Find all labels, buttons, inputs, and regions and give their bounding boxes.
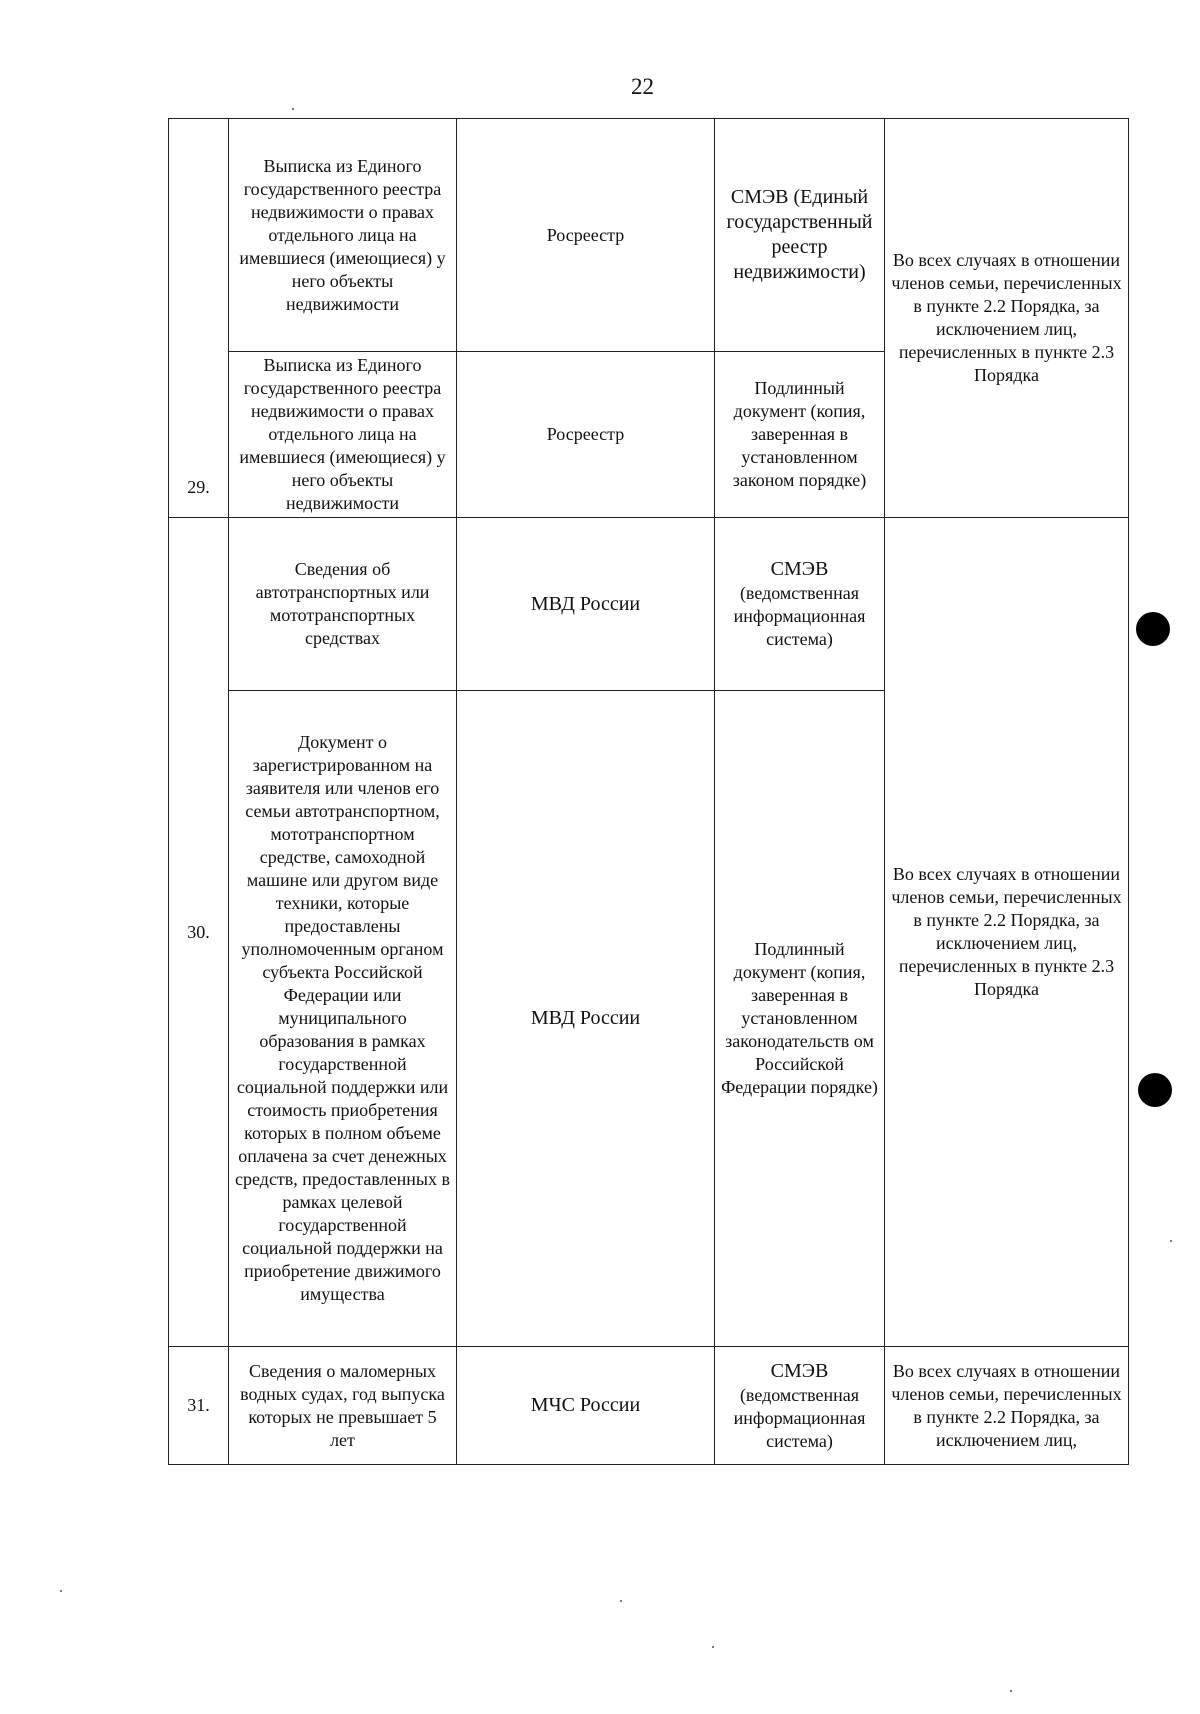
row-number: 31. (169, 1347, 229, 1465)
documents-table (168, 118, 1129, 1465)
scan-speck (60, 1590, 62, 1592)
authority-text: МЧС России (530, 1394, 641, 1416)
source-main-text: СМЭВ (770, 1359, 829, 1382)
document-name-cell: Выписка из Единого государственного реестра недвижимости о правах отдельного лица на имевшиеся (имеющиеся) у него объекты недвижимости (229, 352, 457, 518)
cases-cell: Во всех случаях в отношении членов семьи, перечисленных в пункте 2.2 Порядка, за исключением лиц, перечисленных в пункте 2.3 Порядка (885, 119, 1129, 518)
document-name-cell: Сведения о маломерных водных судах, год выпуска которых не превышает 5 лет (229, 1347, 457, 1465)
row-number: 30. (169, 518, 229, 1347)
source-cell (715, 518, 885, 691)
source-cell: Подлинный документ (копия, заверенная в установленном законодательств ом Российской Федерации порядке) (715, 691, 885, 1347)
punch-hole-mark (1138, 1073, 1172, 1107)
source-cell (715, 119, 885, 352)
source-text: СМЭВ (Единый государственный реестр недвижимости) (726, 186, 873, 283)
authority-cell (457, 518, 715, 691)
scan-speck (1170, 1240, 1172, 1242)
page-number: 22 (631, 74, 654, 99)
scan-speck (292, 108, 294, 110)
punch-hole-mark (1136, 612, 1170, 646)
document-name-cell: Сведения об автотранспортных или мототранспортных средствах (229, 518, 457, 691)
scan-speck (712, 1646, 714, 1648)
scan-speck (620, 1600, 622, 1602)
table-row (169, 518, 1129, 691)
source-sub-text: (ведомственная информационная система) (733, 1384, 866, 1451)
authority-cell (457, 691, 715, 1347)
authority-cell: Росреестр (457, 352, 715, 518)
authority-cell (457, 1347, 715, 1465)
source-main-text: СМЭВ (770, 558, 829, 580)
row-number: 29. (169, 119, 229, 518)
table-row (169, 1347, 1129, 1465)
cases-cell: Во всех случаях в отношении членов семьи, перечисленных в пункте 2.2 Порядка, за исключением лиц, перечисленных в пункте 2.3 Порядка (885, 518, 1129, 1347)
document-name-cell: Выписка из Единого государственного реестра недвижимости о правах отдельного лица на имевшиеся (имеющиеся) у него объекты недвижимости (229, 119, 457, 352)
source-cell: Подлинный документ (копия, заверенная в установленном законом порядке) (715, 352, 885, 518)
table-row (169, 119, 1129, 352)
source-sub-text: (ведомственная информационная система) (733, 583, 866, 649)
authority-text: МВД России (530, 1007, 641, 1029)
document-name-cell: Документ о зарегистрированном на заявителя или членов его семьи автотранспортном, мототранспортном средстве, самоходной машине или другом виде техники, которые предоставлены уполномоченным органом субъекта Российской Федерации или муниципального образования в рамках государственной социальной поддержки или стоимость приобретения которых в полном объеме оплачена за счет денежных средств, предоставленных в рамках целевой государственной социальной поддержки на приобретение движимого имущества (229, 691, 457, 1347)
cases-cell: Во всех случаях в отношении членов семьи, перечисленных в пункте 2.2 Порядка, за исключением лиц, (885, 1347, 1129, 1465)
authority-cell: Росреестр (457, 119, 715, 352)
source-cell (715, 1347, 885, 1465)
scan-speck (1010, 1690, 1012, 1692)
authority-text: МВД России (530, 592, 641, 615)
